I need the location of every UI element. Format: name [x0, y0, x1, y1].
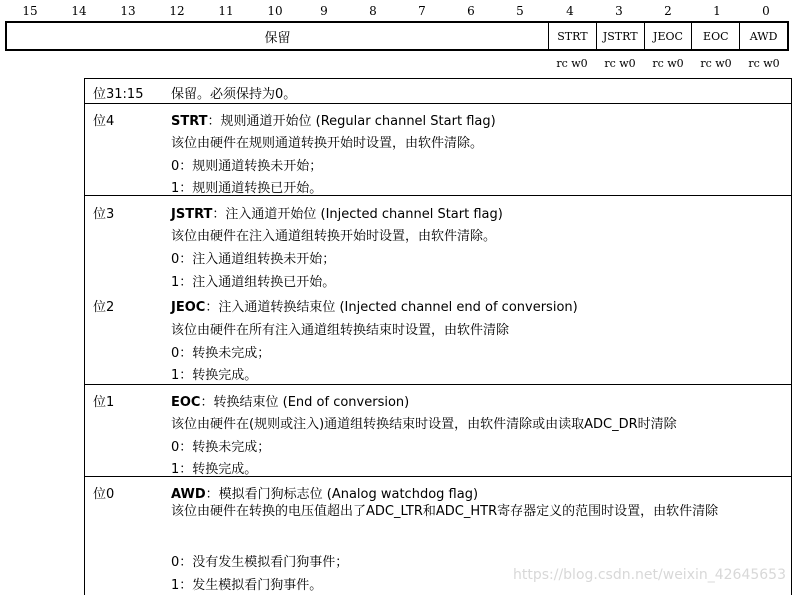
access-type: rc w0: [604, 57, 636, 70]
field-name: EOC: [171, 395, 201, 410]
bit-number: 6: [467, 4, 475, 18]
eoc-value-0: 0：转换未完成；: [171, 440, 271, 455]
awd-value-0: 0：没有发生模拟看门狗事件；: [171, 555, 349, 570]
bit-number: 3: [615, 4, 623, 18]
bit-number: 2: [664, 4, 672, 18]
bit-number: 4: [566, 4, 574, 18]
bit-number: 0: [762, 4, 770, 18]
bit-number: 10: [267, 4, 283, 18]
bit-label: 位0: [93, 487, 115, 502]
awd-body: 该位由硬件在转换的电压值超出了ADC_LTR和ADC_HTR寄存器定义的范围时设置，由软件清除: [171, 504, 719, 519]
bit-field-eoc: EOC: [692, 23, 740, 49]
field-title: ：注入通道开始位 (Injected channel Start flag): [212, 207, 503, 222]
access-type: rc w0: [700, 57, 732, 70]
field-title: ：注入通道转换结束位 (Injected channel end of conversion): [205, 300, 578, 315]
bit-label: 位4: [93, 114, 115, 129]
register-field-row: [5, 21, 789, 51]
bit-number: 13: [120, 4, 136, 18]
reserved-text: 保留。必须保持为0。: [171, 87, 297, 102]
bit-label: 位31:15: [93, 87, 144, 102]
bit-number: 7: [418, 4, 426, 18]
jstrt-body: 该位由硬件在注入通道组转换开始时设置，由软件清除。: [171, 229, 497, 244]
field-title: ：转换结束位 (End of conversion): [200, 395, 410, 410]
bit-number: 14: [71, 4, 87, 18]
strt-section: [85, 103, 791, 196]
eoc-value-1: 1：转换完成。: [171, 462, 258, 477]
access-type-row: [548, 57, 788, 71]
eoc-section: [85, 384, 791, 477]
bit-number: 12: [169, 4, 185, 18]
awd-title: [171, 483, 478, 502]
bit-number: 9: [320, 4, 328, 18]
strt-value-1: 1：规则通道转换已开始。: [171, 181, 323, 196]
eoc-title: [171, 391, 409, 410]
jeoc-title: [171, 296, 578, 315]
bit-number: 11: [218, 4, 234, 18]
bit-label: 位1: [93, 395, 115, 410]
reserved-field: 保留: [7, 23, 549, 49]
bit-label: 位3: [93, 207, 115, 222]
bit-field-strt: STRT: [549, 23, 597, 49]
bit-number: 8: [369, 4, 377, 18]
access-type: rc w0: [748, 57, 780, 70]
bit-number: 15: [22, 4, 38, 18]
jstrt-value-1: 1：注入通道组转换已开始。: [171, 275, 336, 290]
bit-number: 5: [516, 4, 524, 18]
bit-label: 位2: [93, 300, 115, 315]
jeoc-value-0: 0：转换未完成；: [171, 346, 271, 361]
jeoc-body: 该位由硬件在所有注入通道组转换结束时设置，由软件清除: [171, 323, 510, 338]
jeoc-value-1: 1：转换完成。: [171, 368, 258, 383]
bit-description-table: [84, 78, 792, 595]
bit-field-awd: AWD: [749, 29, 778, 43]
jstrt-jeoc-section: [85, 195, 791, 385]
awd-value-1: 1：发生模拟看门狗事件。: [171, 578, 323, 593]
bit-field-jeoc: JEOC: [645, 23, 693, 49]
access-type: rc w0: [652, 57, 684, 70]
field-name: STRT: [171, 114, 208, 129]
field-title: ：规则通道开始位 (Regular channel Start flag): [207, 114, 496, 129]
strt-title: [171, 110, 496, 129]
bit-field-jstrt: JSTRT: [597, 23, 645, 49]
field-title: ：模拟看门狗标志位 (Analog watchdog flag): [205, 487, 479, 502]
bit-number: 1: [713, 4, 721, 18]
access-type: rc w0: [556, 57, 588, 70]
field-name: AWD: [171, 487, 206, 502]
bit-number-row: [0, 0, 794, 22]
reserved-section: [85, 78, 791, 104]
strt-body: 该位由硬件在规则通道转换开始时设置，由软件清除。: [171, 136, 484, 151]
field-name: JEOC: [171, 300, 206, 315]
strt-value-0: 0：规则通道转换未开始；: [171, 159, 323, 174]
jstrt-value-0: 0：注入通道组转换未开始；: [171, 252, 336, 267]
jstrt-title: [171, 203, 503, 222]
field-name: JSTRT: [171, 207, 213, 222]
watermark: https://blog.csdn.net/weixin_42645653: [512, 567, 786, 583]
eoc-body: 该位由硬件在(规则或注入)通道组转换结束时设置，由软件清除或由读取ADC_DR时清除: [171, 417, 677, 432]
